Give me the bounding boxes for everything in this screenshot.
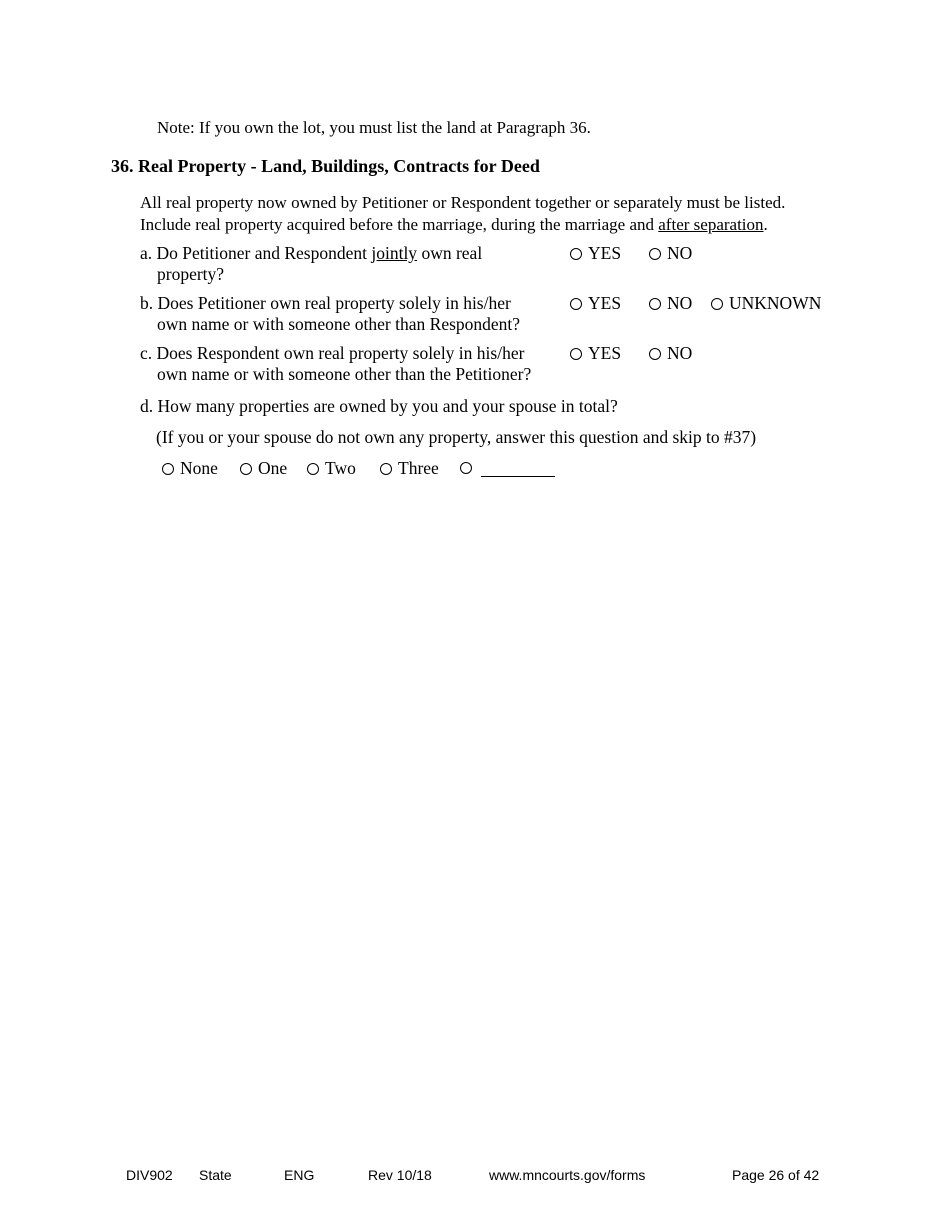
question-b-yes-option[interactable]	[570, 293, 621, 314]
option-label: NO	[667, 293, 693, 313]
option-label: Two	[325, 458, 356, 478]
question-d-other-option[interactable]	[460, 458, 555, 477]
option-label: Three	[398, 458, 439, 478]
question-b-text-line-2: own name or with someone other than Respondent?	[157, 314, 521, 334]
option-label: NO	[667, 243, 693, 263]
footer-page-number: Page 26 of 42	[732, 1167, 820, 1183]
other-count-blank[interactable]	[481, 458, 555, 477]
radio-icon[interactable]	[711, 298, 723, 310]
radio-icon[interactable]	[240, 463, 252, 475]
question-a-yes-option[interactable]	[570, 243, 621, 264]
question-d-instruction: (If you or your spouse do not own any property, answer this question and skip to #37)	[156, 427, 757, 447]
question-a-text: a. Do Petitioner and Respondent	[140, 243, 372, 263]
question-d-two-option[interactable]	[307, 458, 356, 479]
question-c-text: c. Does Respondent own real property solely in his/her	[140, 343, 525, 363]
footer-url: www.mncourts.gov/forms	[489, 1167, 646, 1183]
question-b	[140, 293, 520, 335]
option-label: NO	[667, 343, 693, 363]
intro-line-2-text: Include real property acquired before the marriage, during the marriage and	[140, 215, 659, 234]
intro-line-1: All real property now owned by Petitioner or Respondent together or separately must be listed.	[140, 193, 786, 212]
question-d-none-option[interactable]	[162, 458, 218, 479]
question-b-text: b. Does Petitioner own real property solely in his/her	[140, 293, 511, 313]
question-c-text-line-2: own name or with someone other than the Petitioner?	[157, 364, 532, 384]
option-label: None	[180, 458, 218, 478]
jointly-text: jointly	[371, 243, 418, 263]
question-d-one-option[interactable]	[240, 458, 287, 479]
radio-icon[interactable]	[649, 248, 661, 260]
intro-line-2	[140, 215, 768, 235]
radio-icon[interactable]	[570, 298, 582, 310]
footer-revision: Rev 10/18	[368, 1167, 432, 1183]
intro-line-2-end: .	[763, 215, 768, 234]
option-label: YES	[588, 293, 622, 313]
radio-icon[interactable]	[307, 463, 319, 475]
question-b-unknown-option[interactable]	[711, 293, 821, 314]
question-c-no-option[interactable]	[649, 343, 692, 364]
after-separation-text: after separation	[658, 215, 764, 234]
question-a	[140, 243, 482, 285]
question-c-yes-option[interactable]	[570, 343, 621, 364]
radio-icon[interactable]	[460, 462, 472, 474]
option-label: UNKNOWN	[729, 293, 822, 313]
question-d-text: d. How many properties are owned by you and your spouse in total?	[140, 396, 618, 416]
footer-language: ENG	[284, 1167, 315, 1183]
radio-icon[interactable]	[649, 348, 661, 360]
note-text: Note: If you own the lot, you must list the land at Paragraph 36.	[157, 118, 591, 137]
section-title: 36. Real Property - Land, Buildings, Contracts for Deed	[111, 156, 540, 176]
footer-form-id: DIV902	[126, 1167, 173, 1183]
radio-icon[interactable]	[570, 248, 582, 260]
radio-icon[interactable]	[570, 348, 582, 360]
option-label: One	[258, 458, 288, 478]
question-a-no-option[interactable]	[649, 243, 692, 264]
radio-icon[interactable]	[162, 463, 174, 475]
radio-icon[interactable]	[649, 298, 661, 310]
question-d-three-option[interactable]	[380, 458, 439, 479]
question-a-text-end: own real	[417, 243, 483, 263]
footer-jurisdiction: State	[199, 1167, 232, 1183]
option-label: YES	[588, 243, 622, 263]
option-label: YES	[588, 343, 622, 363]
radio-icon[interactable]	[380, 463, 392, 475]
question-b-no-option[interactable]	[649, 293, 692, 314]
question-a-text-line-2: property?	[157, 264, 225, 284]
question-c	[140, 343, 531, 385]
